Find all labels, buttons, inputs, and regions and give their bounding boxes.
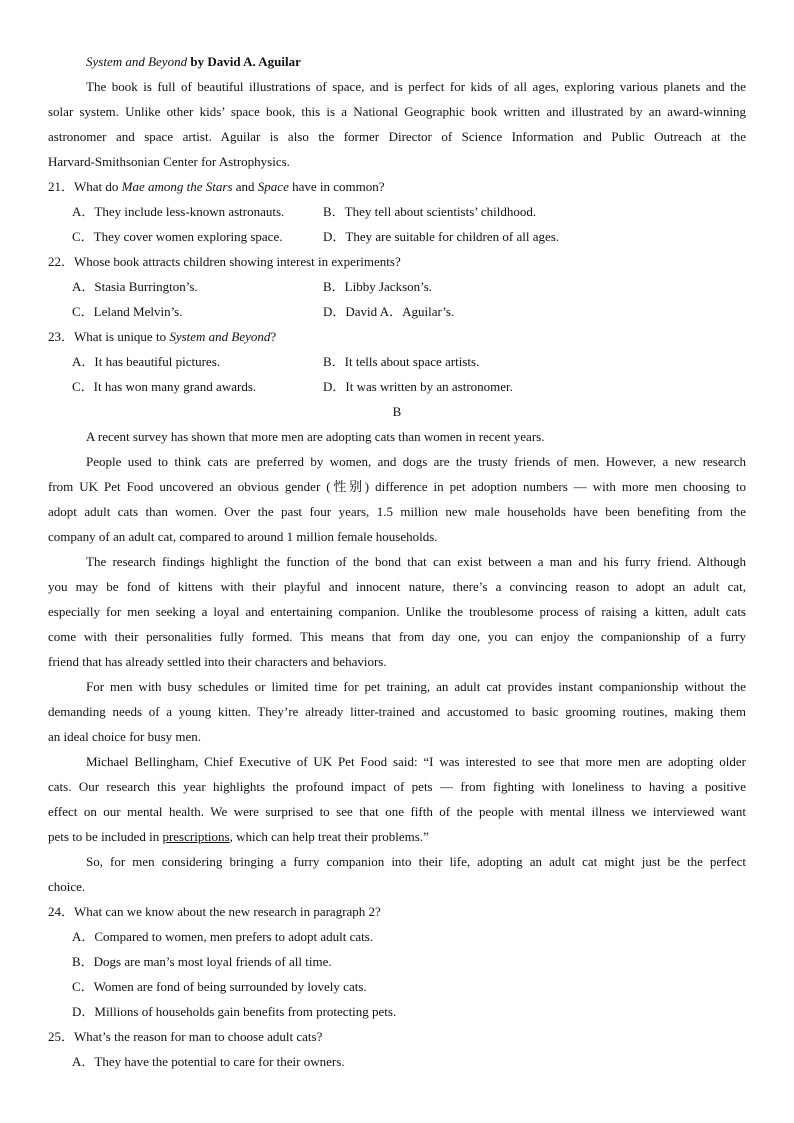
question-23-options-row [48,374,746,399]
passage-line: come with their personalities fully formed. This means that from day one, you can enjoy the companionship of a furry [48,629,746,644]
passage-line: demanding needs of a young kitten. They’re already litter-trained and accustomed to basic grooming routines, making them [48,704,746,719]
question-22-option-a: A．Stasia Burrington’s. [72,279,198,294]
book-intro-line: astronomer and space artist. Aguilar is also the former Director of Science Information and Public Outreach at the [48,129,746,144]
book-intro-line: solar system. Unlike other kids’ space book, this is a National Geographic book written and illustrated by an award-winning [48,104,746,119]
section-heading: B [392,404,402,419]
question-22-options-row [48,299,746,324]
passage-line: cats. Our research this year highlights the profound impact of pets — from fighting with loneliness to having a positive [48,779,746,794]
passage-line: from UK Pet Food uncovered an obvious gender (性别) difference in pet adoption numbers — with more men choosing to [48,479,746,494]
question-22-options-row [48,274,746,299]
book-intro-line: Harvard-Smithsonian Center for Astrophysics. [48,154,290,169]
question-21-option-d: D．They are suitable for children of all ages. [323,229,560,244]
question-23-stem: 23．What is unique to System and Beyond? [48,329,277,344]
question-21-option-c: C．They cover women exploring space. [72,229,283,244]
question-24-option-b: B．Dogs are man’s most loyal friends of all time. [72,954,332,969]
question-25-stem: 25．What’s the reason for man to choose adult cats? [48,1029,323,1044]
passage-line: So, for men considering bringing a furry companion into their life, adopting an adult cat might just be the perfect [86,854,746,869]
question-23-option-c: C．It has won many grand awards. [72,379,257,394]
passage-line: friend that has already settled into their characters and behaviors. [48,654,387,669]
passage-line: People used to think cats are preferred by women, and dogs are the trusty friends of men. However, a new research [86,454,746,469]
passage-line: company of an adult cat, compared to around 1 million female households. [48,529,438,544]
passage-line: an ideal choice for busy men. [48,729,202,744]
underlined-word: prescriptions [162,829,230,844]
passage-paragraph-1: A recent survey has shown that more men are adopting cats than women in recent years. [86,429,545,444]
passage-line: especially for men seeking a loyal and entertaining companion. Unlike the troublesome process of raising a kitten, adult cats [48,604,746,619]
question-21-stem: 21．What do Mae among the Stars and Space have in common? [48,179,385,194]
passage-line: effect on our mental health. We were surprised to see that one fifth of the people with mental illness we interviewed want [48,804,746,819]
question-22-option-b: B．Libby Jackson’s. [323,279,433,294]
question-23-options-row [48,349,746,374]
question-24-stem: 24．What can we know about the new research in paragraph 2? [48,904,381,919]
question-22-option-d: D．David A．Aguilar’s. [323,304,455,319]
question-24-option-d: D．Millions of households gain benefits from protecting pets. [72,1004,397,1019]
passage-line: you may be fond of kittens with their playful and innocent nature, there’s a convincing reason to adopt an adult cat, [48,579,746,594]
book-title: System and Beyond [86,54,188,69]
passage-line: The research findings highlight the function of the bond that can exist between a man and his furry friend. Although [86,554,746,569]
question-23-option-d: D．It was written by an astronomer. [323,379,513,394]
passage-line: Michael Bellingham, Chief Executive of UK Pet Food said: “I was interested to see that more men are adopting older [86,754,746,769]
question-23-option-b: B．It tells about space artists. [323,354,480,369]
question-22-stem: 22．Whose book attracts children showing interest in experiments? [48,254,401,269]
passage-line: For men with busy schedules or limited time for pet training, an adult cat provides instant companionship without the [86,679,746,694]
question-25-option-a: A．They have the potential to care for their owners. [72,1054,345,1069]
question-23-option-a: A．It has beautiful pictures. [72,354,221,369]
question-21-option-b: B．They tell about scientists’ childhood. [323,204,537,219]
book-intro-line: The book is full of beautiful illustrations of space, and is perfect for kids of all ages, exploring various planets and the [86,79,746,94]
passage-line: adopt adult cats than women. Over the past four years, 1.5 million new male households have been benefiting from the [48,504,746,519]
book-title-line [48,49,746,74]
question-24-option-c: C．Women are fond of being surrounded by lovely cats. [72,979,367,994]
question-21-options-row [48,224,746,249]
passage-line: pets to be included in prescriptions, which can help treat their problems.” [48,829,429,844]
exam-page [48,49,746,1074]
passage-line: choice. [48,879,86,894]
book-author: by David A. Aguilar [187,54,301,69]
question-22-option-c: C．Leland Melvin’s. [72,304,183,319]
question-21-option-a: A．They include less-known astronauts. [72,204,285,219]
question-21-options-row [48,199,746,224]
question-24-option-a: A．Compared to women, men prefers to adopt adult cats. [72,929,374,944]
